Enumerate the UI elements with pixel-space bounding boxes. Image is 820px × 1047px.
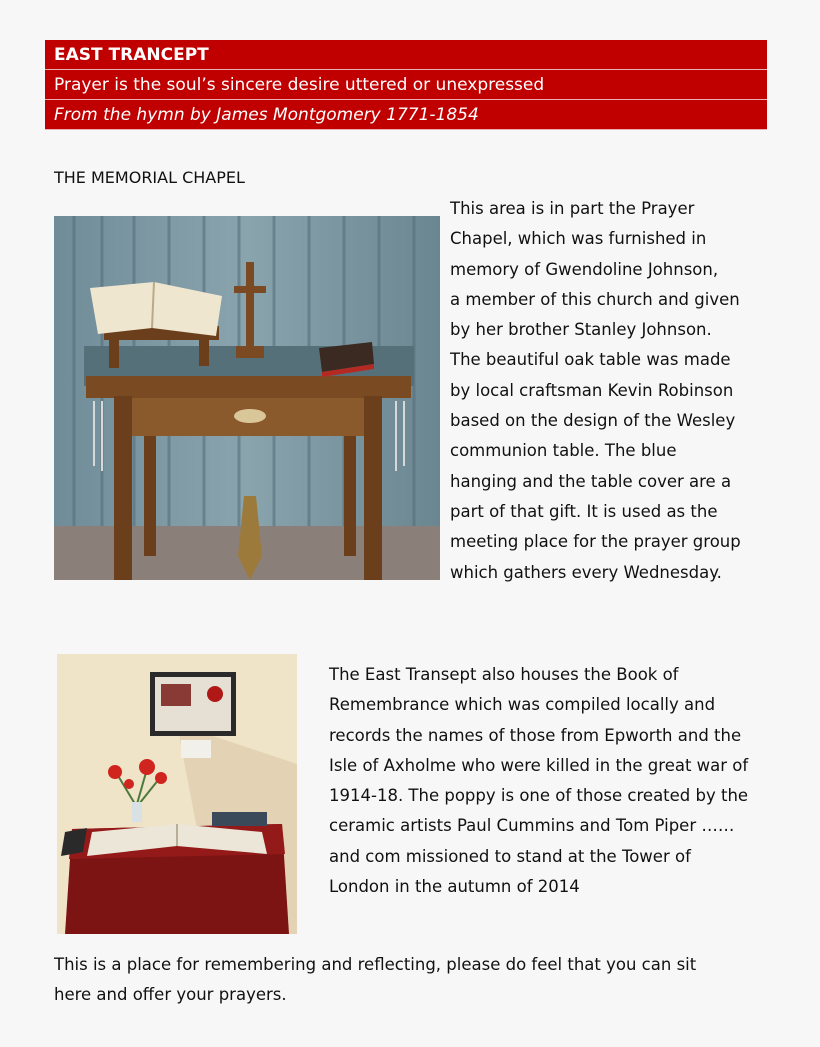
closing-paragraph	[54, 950, 774, 1011]
text-line: 1914-18. The poppy is one of those created by the	[329, 786, 749, 806]
text-line: Isle of Axholme who were killed in the great war of	[329, 755, 749, 775]
text-line: Remembrance which was compiled locally and	[329, 695, 716, 715]
text-line: The East Transept also houses the Book of	[329, 665, 679, 684]
text-line: which gathers every Wednesday.	[450, 562, 722, 582]
chapel-description	[450, 194, 810, 588]
text-line: and com missioned to stand at the Tower of	[329, 846, 691, 866]
text-line: memory of Gwendoline Johnson,	[450, 259, 719, 279]
text-line: London in the autumn of 2014	[329, 877, 580, 897]
remembrance-description	[329, 660, 799, 902]
text-line: Chapel, which was furnished in	[450, 229, 707, 249]
text-line: a member of this church and given	[450, 289, 740, 309]
text-line: ceramic artists Paul Cummins and Tom Piper ……	[329, 816, 735, 836]
text-line: meeting place for the prayer group	[450, 532, 741, 552]
text-line: records the names of those from Epworth and the	[329, 725, 742, 745]
text-line: communion table. The blue	[450, 441, 677, 461]
text-line: by her brother Stanley Johnson.	[450, 320, 712, 340]
text-line: This is a place for remembering and reflecting, please do feel that you can sit	[54, 955, 697, 974]
book-of-remembrance-photo	[57, 654, 297, 934]
text-line: based on the design of the Wesley	[450, 411, 736, 431]
text-line: This area is in part the Prayer	[450, 199, 695, 218]
section-title: THE MEMORIAL CHAPEL	[54, 168, 245, 187]
header-quote: Prayer is the soul’s sincere desire uttered or unexpressed	[45, 70, 767, 100]
text-line: by local craftsman Kevin Robinson	[450, 380, 734, 400]
header-table	[45, 40, 767, 130]
header-attribution: From the hymn by James Montgomery 1771-1854	[45, 100, 767, 130]
text-line: here and offer your prayers.	[54, 985, 287, 1005]
text-line: hanging and the table cover are a	[450, 471, 732, 491]
header-title: EAST TRANCEPT	[45, 40, 767, 70]
prayer-chapel-photo	[54, 216, 440, 580]
text-line: The beautiful oak table was made	[450, 350, 731, 370]
text-line: part of that gift. It is used as the	[450, 501, 718, 521]
